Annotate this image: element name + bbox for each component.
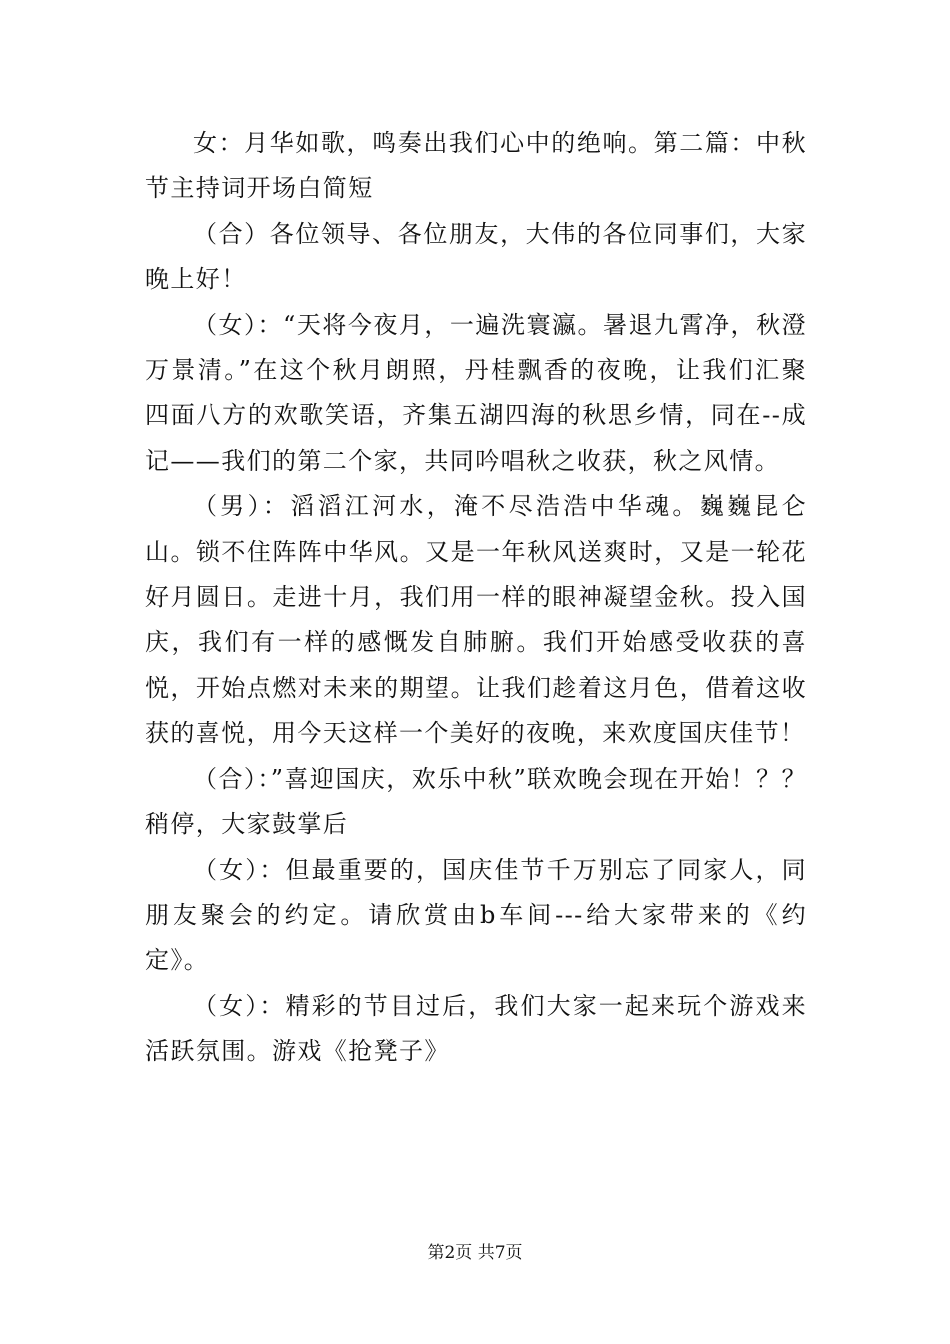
document-body — [145, 121, 807, 1075]
paragraph: （合）：”喜迎国庆，欢乐中秋”联欢晚会现在开始！？？稍停，大家鼓掌后 — [145, 764, 807, 839]
paragraph: （女）：精彩的节目过后，我们大家一起来玩个游戏来活跃氛围。游戏《抢凳子》 — [145, 991, 807, 1066]
paragraph: （女）：“天将今夜月，一遍洗寰瀛。暑退九霄净，秋澄万景清。”在这个秋月朗照，丹桂飘香的夜晚，让我们汇聚四面八方的欢歌笑语，齐集五湖四海的秋思乡情，同在--成记——我们的第二个家，共同吟唱秋之收获，秋之风情。 — [145, 310, 807, 475]
paragraph: （合）各位领导、各位朋友，大伟的各位同事们，大家晚上好！ — [145, 219, 807, 294]
page-footer: 第2页 共7页 — [427, 1243, 523, 1263]
paragraph: 女：月华如歌，鸣奏出我们心中的绝响。第二篇：中秋节主持词开场白简短 — [145, 129, 807, 203]
paragraph: （女）：但最重要的，国庆佳节千万别忘了同家人，同朋友聚会的约定。请欣赏由b车间---给大家带来的《约定》。 — [145, 855, 807, 975]
paragraph: （男）：滔滔江河水，淹不尽浩浩中华魂。巍巍昆仑山。锁不住阵阵中华风。又是一年秋风送爽时，又是一轮花好月圆日。走进十月，我们用一样的眼神凝望金秋。投入国庆，我们有一样的感慨发自肺腑。我们开始感受收获的喜悦，开始点燃对未来的期望。让我们趁着这月色，借着这收获的喜悦，用今天这样一个美好的夜晚，来欢度国庆佳节！ — [145, 492, 807, 748]
